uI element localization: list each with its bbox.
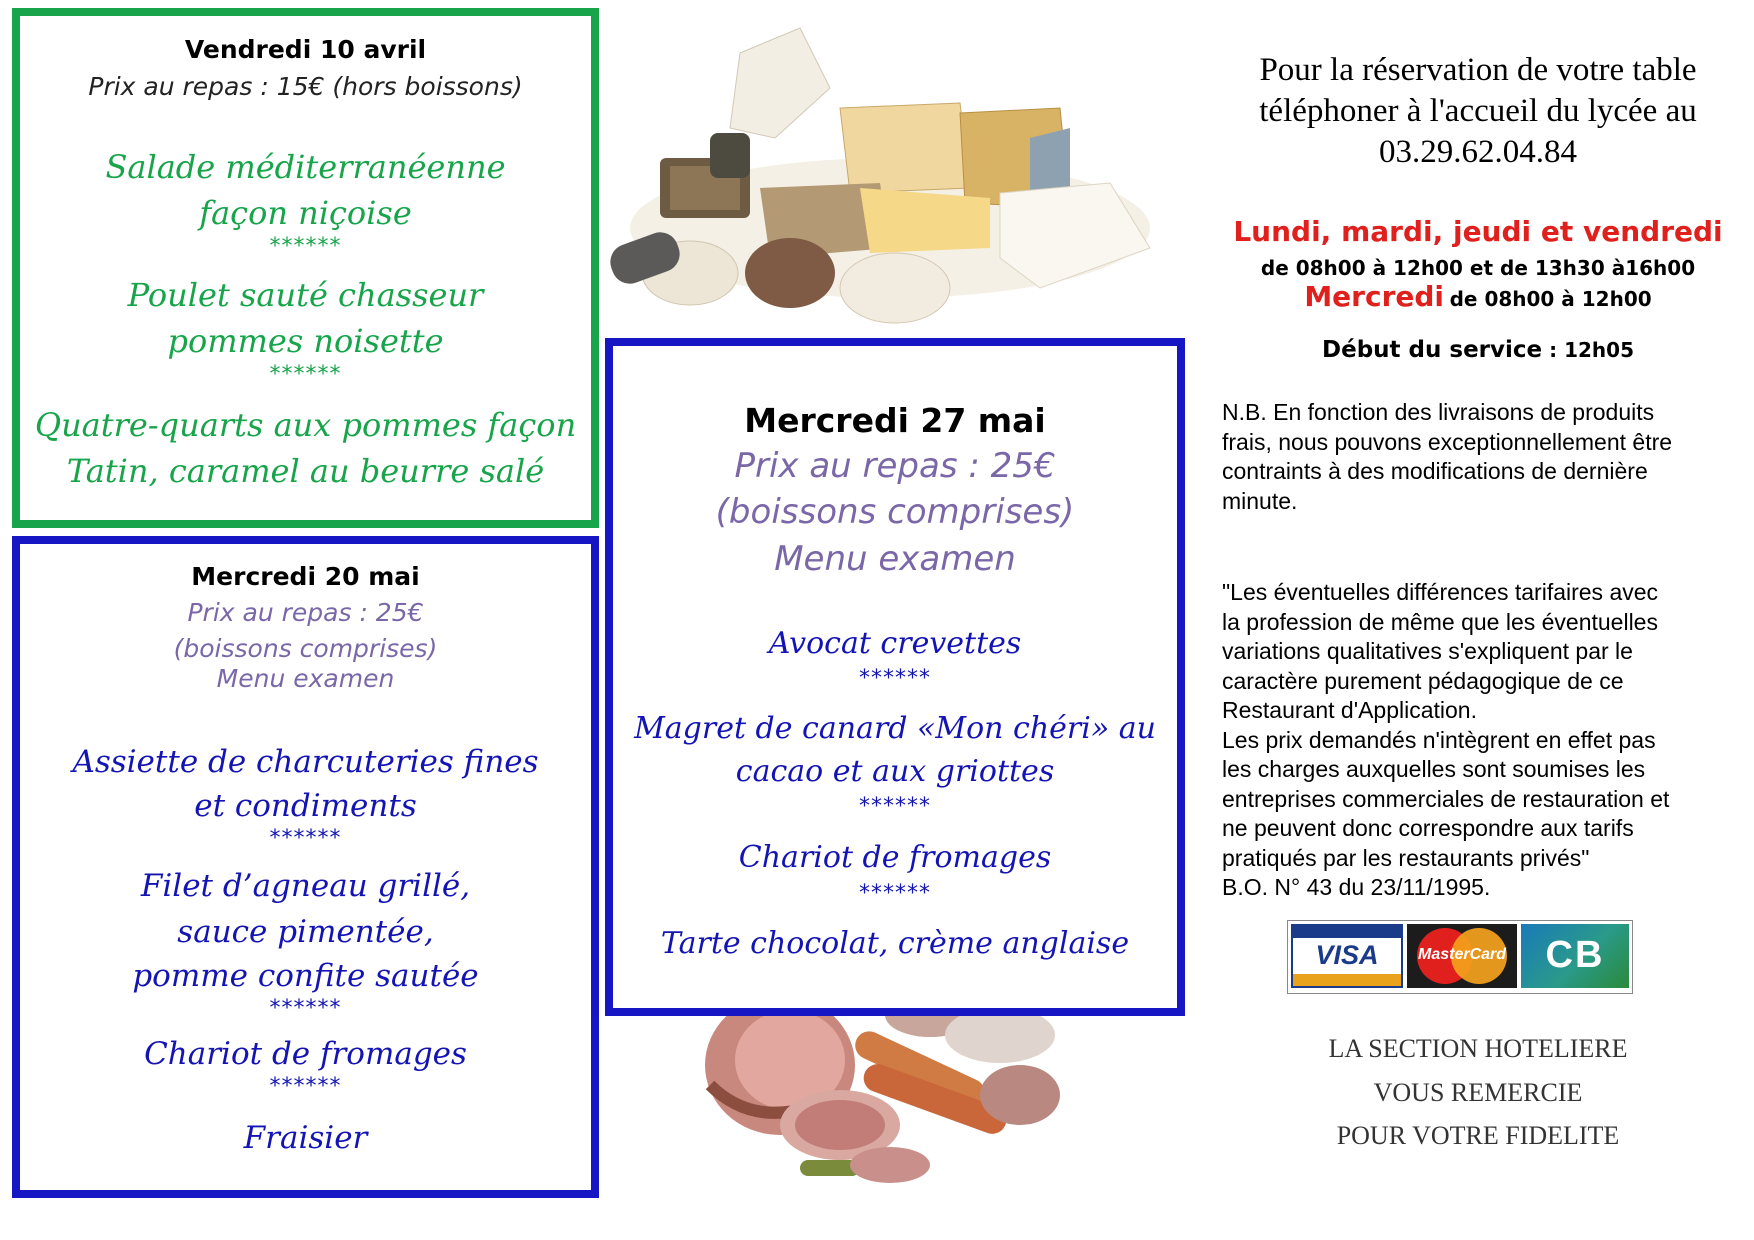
closing-thanks: LA SECTION HOTELIERE VOUS REMERCIE POUR VOTRE FIDELITE: [1328, 1034, 1628, 1150]
payment-cards: [1287, 920, 1633, 994]
separator: ******: [269, 234, 342, 259]
nb-notice: N.B. En fonction des livraisons de produits frais, nous pouvons exceptionnellement être contraints à des modifications de dernière minute.: [1222, 399, 1673, 514]
dessert: Fraisier: [243, 1120, 368, 1156]
separator: ******: [269, 362, 342, 387]
main-course-line3: pomme confite sautée: [132, 958, 479, 994]
reservation-line2: téléphoner à l'accueil du lycée au: [1259, 93, 1697, 129]
main-course: Filet d’agneau grillé,: [140, 868, 471, 904]
main-course: Magret de canard «Mon chéri» au: [634, 711, 1156, 746]
cheese-course: Chariot de fromages: [738, 840, 1052, 875]
bo-reference: B.O. N° 43 du 23/11/1995.: [1222, 874, 1491, 900]
visa-logo: VISA: [1291, 924, 1403, 988]
separator: ******: [269, 996, 342, 1021]
dessert-line2: Tatin, caramel au beurre salé: [66, 452, 545, 490]
cheese-course: Chariot de fromages: [144, 1036, 467, 1072]
menu-card-may-20: [12, 536, 599, 1198]
main-course-line2: sauce pimentée,: [177, 914, 434, 950]
menu-price: Prix au repas : 15€ (hors boissons): [88, 72, 523, 101]
menu-date: Mercredi 27 mai: [744, 401, 1046, 440]
starter: Avocat crevettes: [768, 626, 1022, 661]
service-start: Début du service : 12h05: [1322, 337, 1634, 363]
menu-card-may-27: [605, 338, 1185, 1016]
cb-logo: CB: [1521, 924, 1629, 988]
separator: ******: [269, 826, 342, 851]
menu-price: Prix au repas : 25€: [187, 598, 424, 627]
reservation-info: [1218, 50, 1738, 173]
separator: ******: [859, 666, 931, 691]
starter: Assiette de charcuteries fines: [72, 744, 539, 780]
mastercard-logo: MasterCard: [1407, 924, 1517, 988]
opening-days: Lundi, mardi, jeudi et vendredi: [1233, 215, 1723, 248]
opening-hours: de 08h00 à 12h00 et de 13h30 à16h00: [1260, 256, 1696, 280]
cheese-platter-image: [590, 18, 1160, 328]
menu-price: Prix au repas : 25€: [734, 446, 1056, 486]
starter: Salade méditerranéenne: [105, 148, 506, 186]
starter-line2: façon niçoise: [199, 194, 412, 232]
wednesday-hours: [1218, 280, 1738, 313]
pricing-disclaimer: "Les éventuelles différences tarifaires avec la profession de même que les éventuelles variations qualitatives s'expliquent par le caractère purement pédagogique de ce Restaurant d'Application. Les prix demandés n'intègrent en effet pas les charges auxquelles sont soumises les entreprises commerciales de restauration et ne peuvent donc correspondre aux tarifs pratiqués par les restaurants privés" B.O. N° 43 du 23/11/1995.: [1222, 578, 1737, 903]
separator: ******: [859, 881, 931, 906]
dessert: Quatre-quarts aux pommes façon: [34, 406, 577, 444]
phone-number: 03.29.62.04.84: [1379, 134, 1577, 170]
main-course-line2: pommes noisette: [167, 322, 444, 360]
main-course: Poulet sauté chasseur: [127, 276, 484, 314]
separator: ******: [269, 1074, 342, 1099]
separator: ******: [859, 794, 931, 819]
menu-price-note: (boissons comprises): [715, 492, 1075, 532]
wednesday-time: de 08h00 à 12h00: [1449, 287, 1652, 311]
wednesday-label: Mercredi: [1304, 280, 1445, 313]
service-label: Début du service: [1322, 337, 1543, 363]
menu-card-april: [12, 8, 599, 528]
menu-type: Menu examen: [216, 664, 395, 693]
menu-date: Vendredi 10 avril: [184, 35, 427, 64]
reservation-line1: Pour la réservation de votre table: [1259, 52, 1697, 88]
starter-line2: et condiments: [194, 788, 417, 824]
menu-price-note: (boissons comprises): [173, 634, 438, 663]
dessert: Tarte chocolat, crème anglaise: [660, 926, 1130, 961]
main-course-line2: cacao et aux griottes: [735, 754, 1055, 789]
service-time: 12h05: [1564, 338, 1634, 362]
menu-date: Mercredi 20 mai: [191, 562, 420, 591]
menu-type: Menu examen: [774, 539, 1016, 579]
